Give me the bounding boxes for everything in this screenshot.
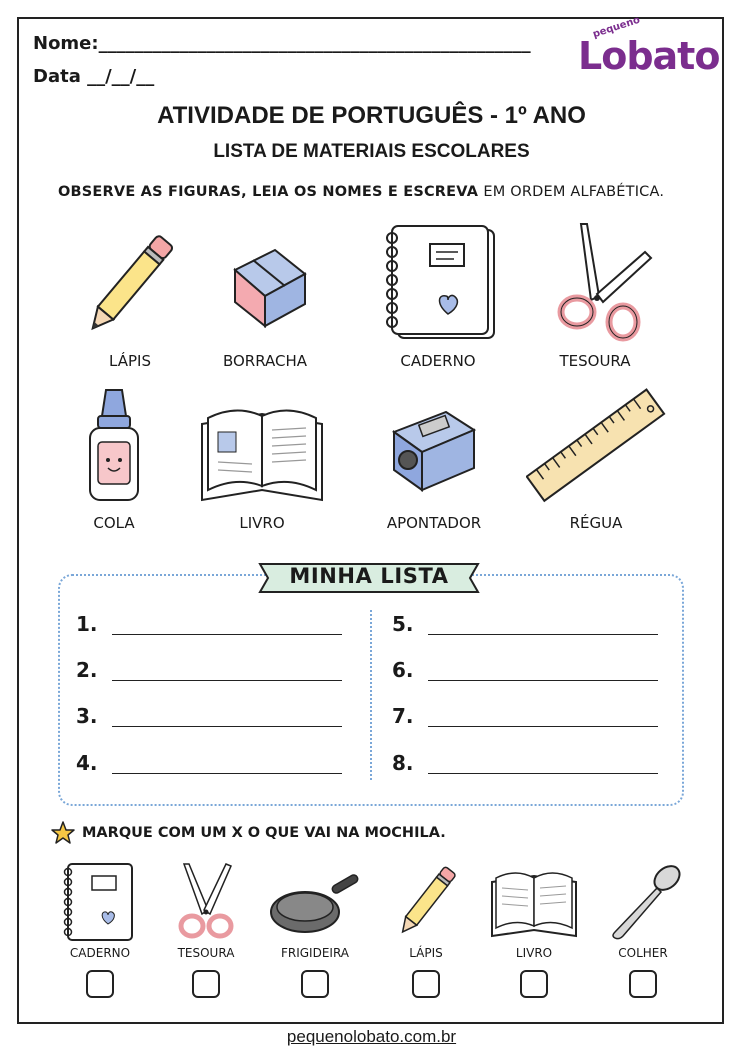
my-list-title: MINHA LISTA bbox=[289, 564, 449, 588]
mark-item-label: TESOURA bbox=[177, 946, 235, 960]
brand-logo bbox=[578, 14, 720, 80]
book-icon bbox=[484, 860, 584, 944]
sharpener-icon bbox=[364, 386, 504, 506]
item-label: BORRACHA bbox=[222, 352, 308, 370]
mark-card-frying-pan bbox=[265, 860, 365, 960]
answer-line[interactable] bbox=[112, 634, 342, 635]
list-number: 6. bbox=[392, 658, 414, 682]
list-number: 7. bbox=[392, 704, 414, 728]
list-divider bbox=[370, 610, 372, 780]
list-line[interactable] bbox=[76, 751, 346, 781]
list-number: 3. bbox=[76, 704, 98, 728]
instruction-text bbox=[58, 184, 664, 200]
date-field-label: Data __/__/__ bbox=[33, 66, 155, 87]
item-card-eraser bbox=[195, 222, 335, 370]
item-label: TESOURA bbox=[559, 352, 631, 370]
list-line[interactable] bbox=[76, 612, 346, 642]
list-line[interactable] bbox=[392, 751, 662, 781]
pencil-icon bbox=[376, 860, 476, 944]
item-card-scissors bbox=[525, 222, 665, 370]
mark-checkbox[interactable] bbox=[629, 970, 657, 998]
item-card-pencil bbox=[60, 222, 200, 370]
list-number: 1. bbox=[76, 612, 98, 636]
logo-small-text: pequeno bbox=[591, 14, 642, 41]
list-line[interactable] bbox=[392, 612, 662, 642]
item-label: APONTADOR bbox=[386, 514, 482, 532]
mark-item-label: FRIGIDEIRA bbox=[280, 946, 350, 960]
name-field-label: Nome:________________________________________________ bbox=[33, 33, 531, 54]
footer-link[interactable]: pequenolobato.com.br bbox=[286, 1027, 457, 1046]
my-list-banner bbox=[256, 558, 482, 598]
list-number: 2. bbox=[76, 658, 98, 682]
item-label: CADERNO bbox=[400, 352, 476, 370]
star-icon bbox=[50, 820, 76, 846]
list-line[interactable] bbox=[76, 704, 346, 734]
list-line[interactable] bbox=[392, 704, 662, 734]
mark-card-notebook bbox=[50, 860, 150, 960]
page-title: ATIVIDADE DE PORTUGUÊS - 1º ANO bbox=[157, 102, 586, 129]
page-subtitle: LISTA DE MATERIAIS ESCOLARES bbox=[213, 141, 530, 162]
mark-checkbox[interactable] bbox=[192, 970, 220, 998]
logo-big-text: Lobato bbox=[578, 34, 720, 78]
instruction-light: EM ORDEM ALFABÉTICA. bbox=[483, 184, 665, 200]
answer-line[interactable] bbox=[428, 680, 658, 681]
list-number: 8. bbox=[392, 751, 414, 775]
item-label: COLA bbox=[93, 514, 135, 532]
answer-line[interactable] bbox=[112, 726, 342, 727]
answer-line[interactable] bbox=[428, 726, 658, 727]
notebook-icon bbox=[376, 222, 500, 346]
mark-item-label: LIVRO bbox=[515, 946, 553, 960]
list-line[interactable] bbox=[76, 658, 346, 688]
spoon-icon bbox=[593, 860, 693, 944]
answer-line[interactable] bbox=[428, 634, 658, 635]
mark-item-label: LÁPIS bbox=[409, 946, 443, 960]
mark-item-label: CADERNO bbox=[69, 946, 131, 960]
list-line[interactable] bbox=[392, 658, 662, 688]
mark-card-spoon bbox=[593, 860, 693, 960]
ruler-icon bbox=[526, 386, 666, 506]
book-icon bbox=[192, 386, 332, 506]
mark-card-book bbox=[484, 860, 584, 960]
mark-checkbox[interactable] bbox=[520, 970, 548, 998]
item-label: LÁPIS bbox=[109, 352, 151, 370]
item-card-glue bbox=[44, 386, 184, 532]
mark-checkbox[interactable] bbox=[301, 970, 329, 998]
mark-instruction-text: MARQUE COM UM X O QUE VAI NA MOCHILA. bbox=[82, 825, 446, 841]
mark-card-pencil bbox=[376, 860, 476, 960]
glue-icon bbox=[44, 386, 184, 506]
item-card-notebook bbox=[368, 222, 508, 370]
item-label: LIVRO bbox=[239, 514, 285, 532]
item-card-sharpener bbox=[364, 386, 504, 532]
eraser-icon bbox=[205, 222, 325, 346]
scissors-icon bbox=[533, 222, 657, 346]
mark-card-scissors bbox=[156, 860, 256, 960]
mark-checkbox[interactable] bbox=[86, 970, 114, 998]
list-number: 4. bbox=[76, 751, 98, 775]
mark-item-label: COLHER bbox=[618, 946, 668, 960]
list-number: 5. bbox=[392, 612, 414, 636]
instruction-bold: OBSERVE AS FIGURAS, LEIA OS NOMES E ESCREVA bbox=[58, 184, 479, 200]
item-label: RÉGUA bbox=[569, 514, 623, 532]
scissors-icon bbox=[156, 860, 256, 944]
pencil-icon bbox=[70, 222, 190, 346]
answer-line[interactable] bbox=[112, 680, 342, 681]
item-card-book bbox=[192, 386, 332, 532]
frying-pan-icon bbox=[265, 860, 365, 944]
item-card-ruler bbox=[526, 386, 666, 532]
notebook-icon bbox=[50, 860, 150, 944]
answer-line[interactable] bbox=[428, 773, 658, 774]
answer-line[interactable] bbox=[112, 773, 342, 774]
mark-checkbox[interactable] bbox=[412, 970, 440, 998]
